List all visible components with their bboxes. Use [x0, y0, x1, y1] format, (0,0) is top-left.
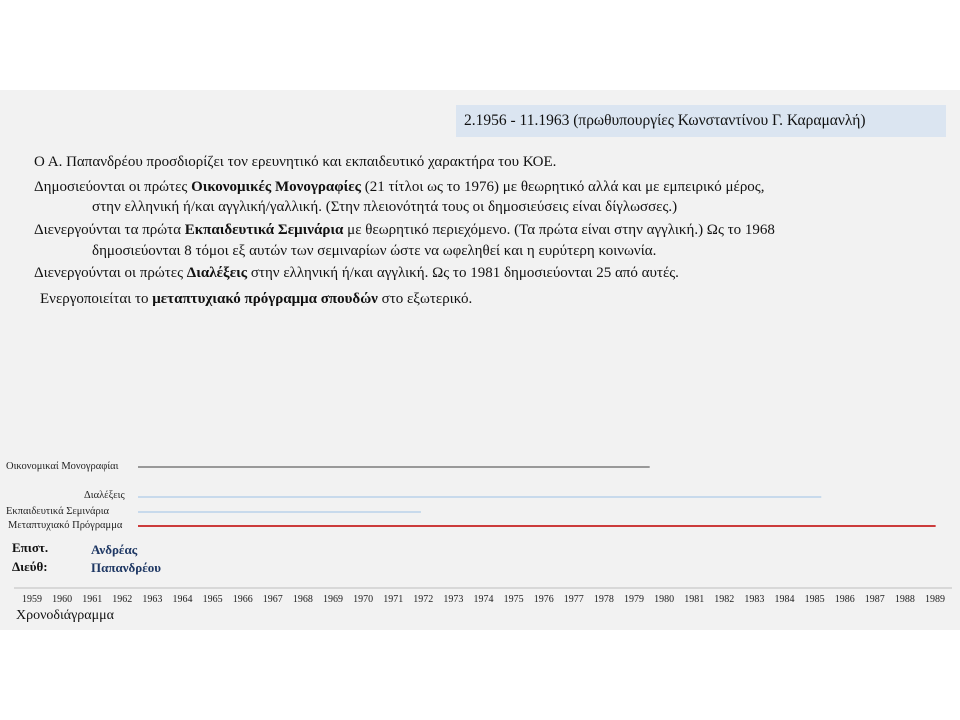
x-tick-label: 1986	[834, 594, 855, 605]
director-label-line2: Διεύθ:	[12, 559, 48, 574]
director-name-line1: Ανδρέας	[91, 542, 138, 557]
paragraph-3-line2: δημοσιεύονται 8 τόμοι εξ αυτών των σεμιναρίων ώστε να ωφεληθεί και η ευρύτερη κοινωνία.	[92, 243, 657, 259]
paragraph-2-pre: Δημοσιεύονται οι πρώτες	[34, 179, 192, 195]
x-tick-label: 1974	[473, 594, 494, 605]
x-tick-label: 1961	[82, 594, 103, 605]
x-tick-label: 1970	[353, 594, 374, 605]
x-tick-label: 1973	[443, 594, 464, 605]
timeline-caption: Χρονοδιάγραμμα	[16, 608, 114, 623]
x-tick-label: 1977	[563, 594, 584, 605]
period-title: 2.1956 - 11.1963 (πρωθυπουργίες Κωνσταντίνου Γ. Καραμανλή)	[464, 112, 866, 129]
x-tick-label: 1967	[262, 594, 283, 605]
row-label-seminars: Εκπαιδευτικά Σεμινάρια	[6, 506, 110, 517]
x-tick-label: 1988	[894, 594, 915, 605]
x-tick-label: 1962	[112, 594, 133, 605]
x-tick-label: 1963	[142, 594, 163, 605]
paragraph-4-bold: Διαλέξεις	[186, 265, 248, 281]
x-tick-label: 1966	[232, 594, 253, 605]
x-tick-label: 1965	[202, 594, 223, 605]
paragraph-5-pre: Ενεργοποιείται το	[40, 291, 153, 307]
x-tick-label: 1978	[593, 594, 614, 605]
x-tick-label: 1981	[684, 594, 705, 605]
paragraph-1-text: Ο Α. Παπανδρέου προσδιορίζει τον ερευνητικό και εκπαιδευτικό χαρακτήρα του ΚΟΕ.	[34, 154, 557, 170]
x-tick-label: 1985	[804, 594, 825, 605]
paragraph-3-bold: Εκπαιδευτικά Σεμινάρια	[184, 222, 344, 238]
row-label-lectures: Διαλέξεις	[84, 490, 125, 501]
paragraph-3-pre: Διενεργούνται τα πρώτα	[34, 222, 185, 238]
paragraph-2-line2: στην ελληνική ή/και αγγλική/γαλλική. (Στην πλειονότητά τους οι δημοσιεύσεις είναι δίγλωσσες.)	[92, 199, 678, 215]
x-tick-label: 1975	[503, 594, 524, 605]
x-tick-label: 1979	[624, 594, 644, 605]
x-tick-label: 1969	[323, 594, 343, 605]
x-tick-label: 1959	[22, 594, 42, 605]
row-label-postgrad: Μεταπτυχιακό Πρόγραμμα	[8, 520, 123, 531]
x-tick-label: 1980	[654, 594, 675, 605]
x-tick-label: 1989	[925, 594, 945, 605]
row-label-monographs: Οικονομικαί Μονογραφίαι	[6, 461, 119, 472]
paragraph-2-bold: Οικονομικές Μονογραφίες	[191, 179, 361, 195]
x-tick-label: 1987	[864, 594, 885, 605]
x-tick-label: 1984	[774, 594, 795, 605]
x-tick-label: 1982	[714, 594, 735, 605]
x-tick-label: 1971	[383, 594, 404, 605]
x-tick-label: 1960	[52, 594, 73, 605]
director-label-line1: Επιστ.	[12, 540, 49, 555]
x-tick-label: 1964	[172, 594, 193, 605]
director-name-line2: Παπανδρέου	[91, 560, 162, 575]
paragraph-4-post: στην ελληνική ή/και αγγλική. Ως το 1981 δημοσιεύονται 25 από αυτές.	[247, 265, 679, 281]
x-tick-label: 1976	[533, 594, 554, 605]
paragraph-2-post: (21 τίτλοι ως το 1976) με θεωρητικό αλλά και με εμπειρικό μέρος,	[361, 179, 765, 195]
x-tick-label: 1972	[413, 594, 434, 605]
paragraph-5-post: στο εξωτερικό.	[377, 291, 473, 307]
x-tick-label: 1983	[744, 594, 765, 605]
paragraph-3-post: με θεωρητικό περιεχόμενο. (Τα πρώτα είναι στην αγγλική.) Ως το 1968	[343, 222, 775, 238]
x-tick-label: 1968	[292, 594, 313, 605]
paragraph-5-bold: μεταπτυχιακό πρόγραμμα σπουδών	[152, 291, 378, 307]
paragraph-4-pre: Διενεργούνται οι πρώτες	[34, 265, 187, 281]
